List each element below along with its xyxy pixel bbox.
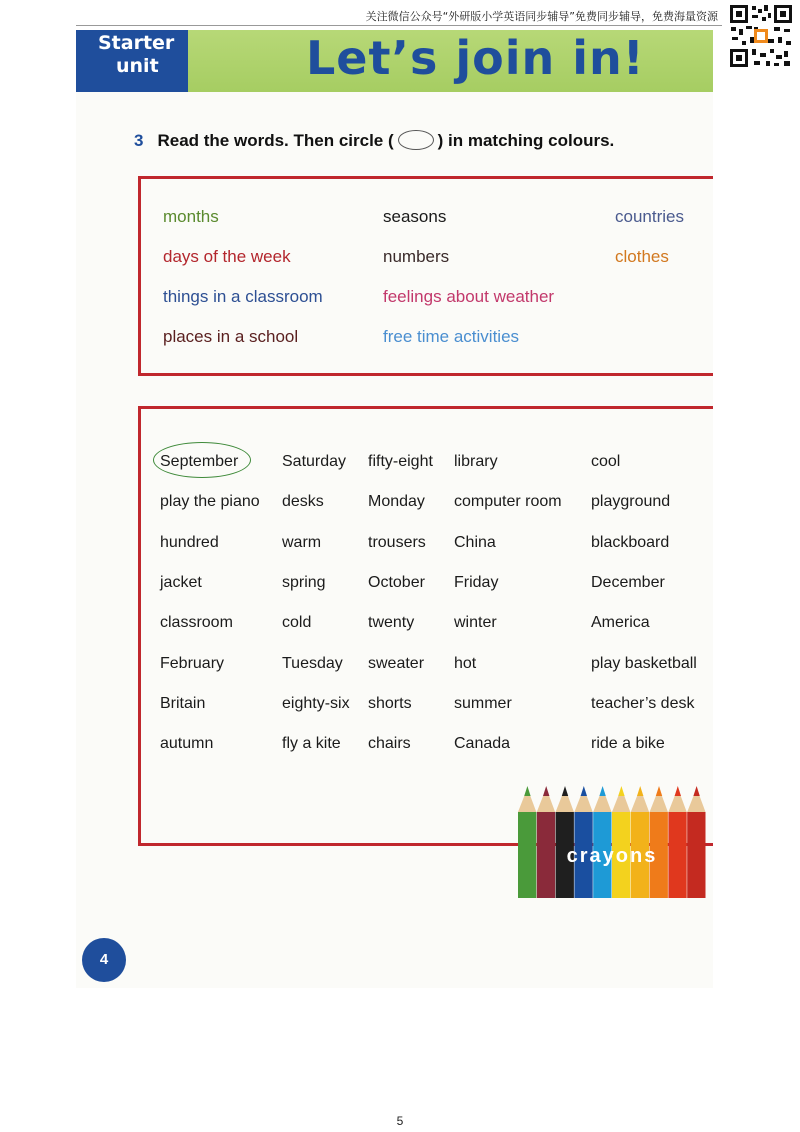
word-item: library: [454, 453, 498, 470]
crayon: [687, 786, 705, 898]
category-things-in-classroom: things in a classroom: [163, 287, 323, 306]
word-item: classroom: [160, 614, 233, 632]
word-item: February: [160, 654, 225, 672]
word-item: Friday: [454, 573, 499, 591]
word-item: summer: [454, 694, 512, 712]
top-banner-text: 关注微信公众号“外研版小学英语同步辅导”免费同步辅导，免费海量资源: [365, 10, 718, 23]
category-countries: countries: [615, 207, 684, 226]
crayon: [668, 786, 686, 898]
crayon: [650, 786, 668, 898]
word-item: America: [591, 614, 650, 632]
unit-badge: [76, 30, 188, 92]
crayon: [574, 786, 592, 898]
footer-page-number: 5: [396, 1114, 404, 1128]
instruction-text-after: ) in matching colours.: [437, 131, 615, 150]
word-item: Saturday: [282, 453, 347, 470]
word-item: shorts: [368, 694, 412, 712]
crayons-image: [518, 782, 706, 898]
word-item: chairs: [368, 735, 411, 753]
word-item: desks: [282, 493, 324, 511]
word-item: December: [591, 573, 665, 591]
word-item: twenty: [368, 614, 415, 632]
crayon: [593, 786, 611, 898]
word-item: September: [160, 453, 239, 470]
word-item: China: [454, 533, 496, 551]
word-item: winter: [454, 614, 497, 632]
word-item: hot: [454, 654, 477, 672]
instruction-text-before: Read the words. Then circle (: [157, 131, 394, 150]
crayon: [631, 786, 649, 898]
word-item: eighty-six: [282, 694, 350, 712]
textbook-page: [76, 30, 713, 988]
word-item: warm: [282, 533, 322, 551]
page-title: Let’s join in!: [306, 31, 645, 85]
word-item: Canada: [454, 735, 511, 753]
category-months: months: [163, 207, 219, 226]
crayon: [556, 786, 574, 898]
word-item: sweater: [368, 654, 425, 672]
word-item: fly a kite: [282, 735, 341, 753]
exercise-number: 3: [134, 131, 144, 150]
qr-code-icon: [728, 3, 794, 69]
word-item: spring: [282, 573, 326, 591]
word-item: hundred: [160, 533, 219, 551]
crayon: [537, 786, 555, 898]
example-circle: [153, 442, 251, 478]
oval-circle-icon: [398, 130, 434, 150]
top-rule: [76, 25, 722, 26]
word-item: play basketball: [591, 654, 697, 672]
unit-label-line1: Starter: [98, 32, 175, 54]
category-seasons: seasons: [383, 207, 447, 226]
category-places-in-school: places in a school: [163, 327, 299, 346]
categories-box: [138, 176, 713, 376]
category-days-of-week: days of the week: [163, 247, 291, 266]
word-item: Tuesday: [282, 654, 343, 672]
crayon: [518, 786, 536, 898]
word-item: ride a bike: [591, 735, 665, 753]
category-numbers: numbers: [383, 247, 450, 266]
word-item: autumn: [160, 735, 214, 753]
word-item: computer room: [454, 493, 562, 511]
unit-label-line2: unit: [116, 55, 159, 77]
category-feelings-weather: feelings about weather: [383, 287, 555, 306]
word-item: teacher’s desk: [591, 694, 695, 712]
category-clothes: clothes: [615, 247, 669, 266]
word-item: trousers: [368, 533, 426, 551]
crayon: [612, 786, 630, 898]
word-item: cold: [282, 614, 312, 632]
word-item: blackboard: [591, 533, 670, 551]
category-free-time: free time activities: [383, 327, 520, 346]
exercise-instruction: [134, 130, 614, 151]
word-item: cool: [591, 453, 621, 470]
word-item: playground: [591, 493, 671, 511]
crayons-label: crayons: [566, 845, 658, 867]
page-number-badge: 4: [82, 938, 126, 982]
word-item: Monday: [368, 493, 425, 511]
word-item: Britain: [160, 694, 206, 712]
word-item: October: [368, 573, 425, 591]
word-item: jacket: [160, 573, 202, 591]
word-item: play the piano: [160, 493, 260, 511]
word-item: fifty-eight: [368, 453, 433, 470]
